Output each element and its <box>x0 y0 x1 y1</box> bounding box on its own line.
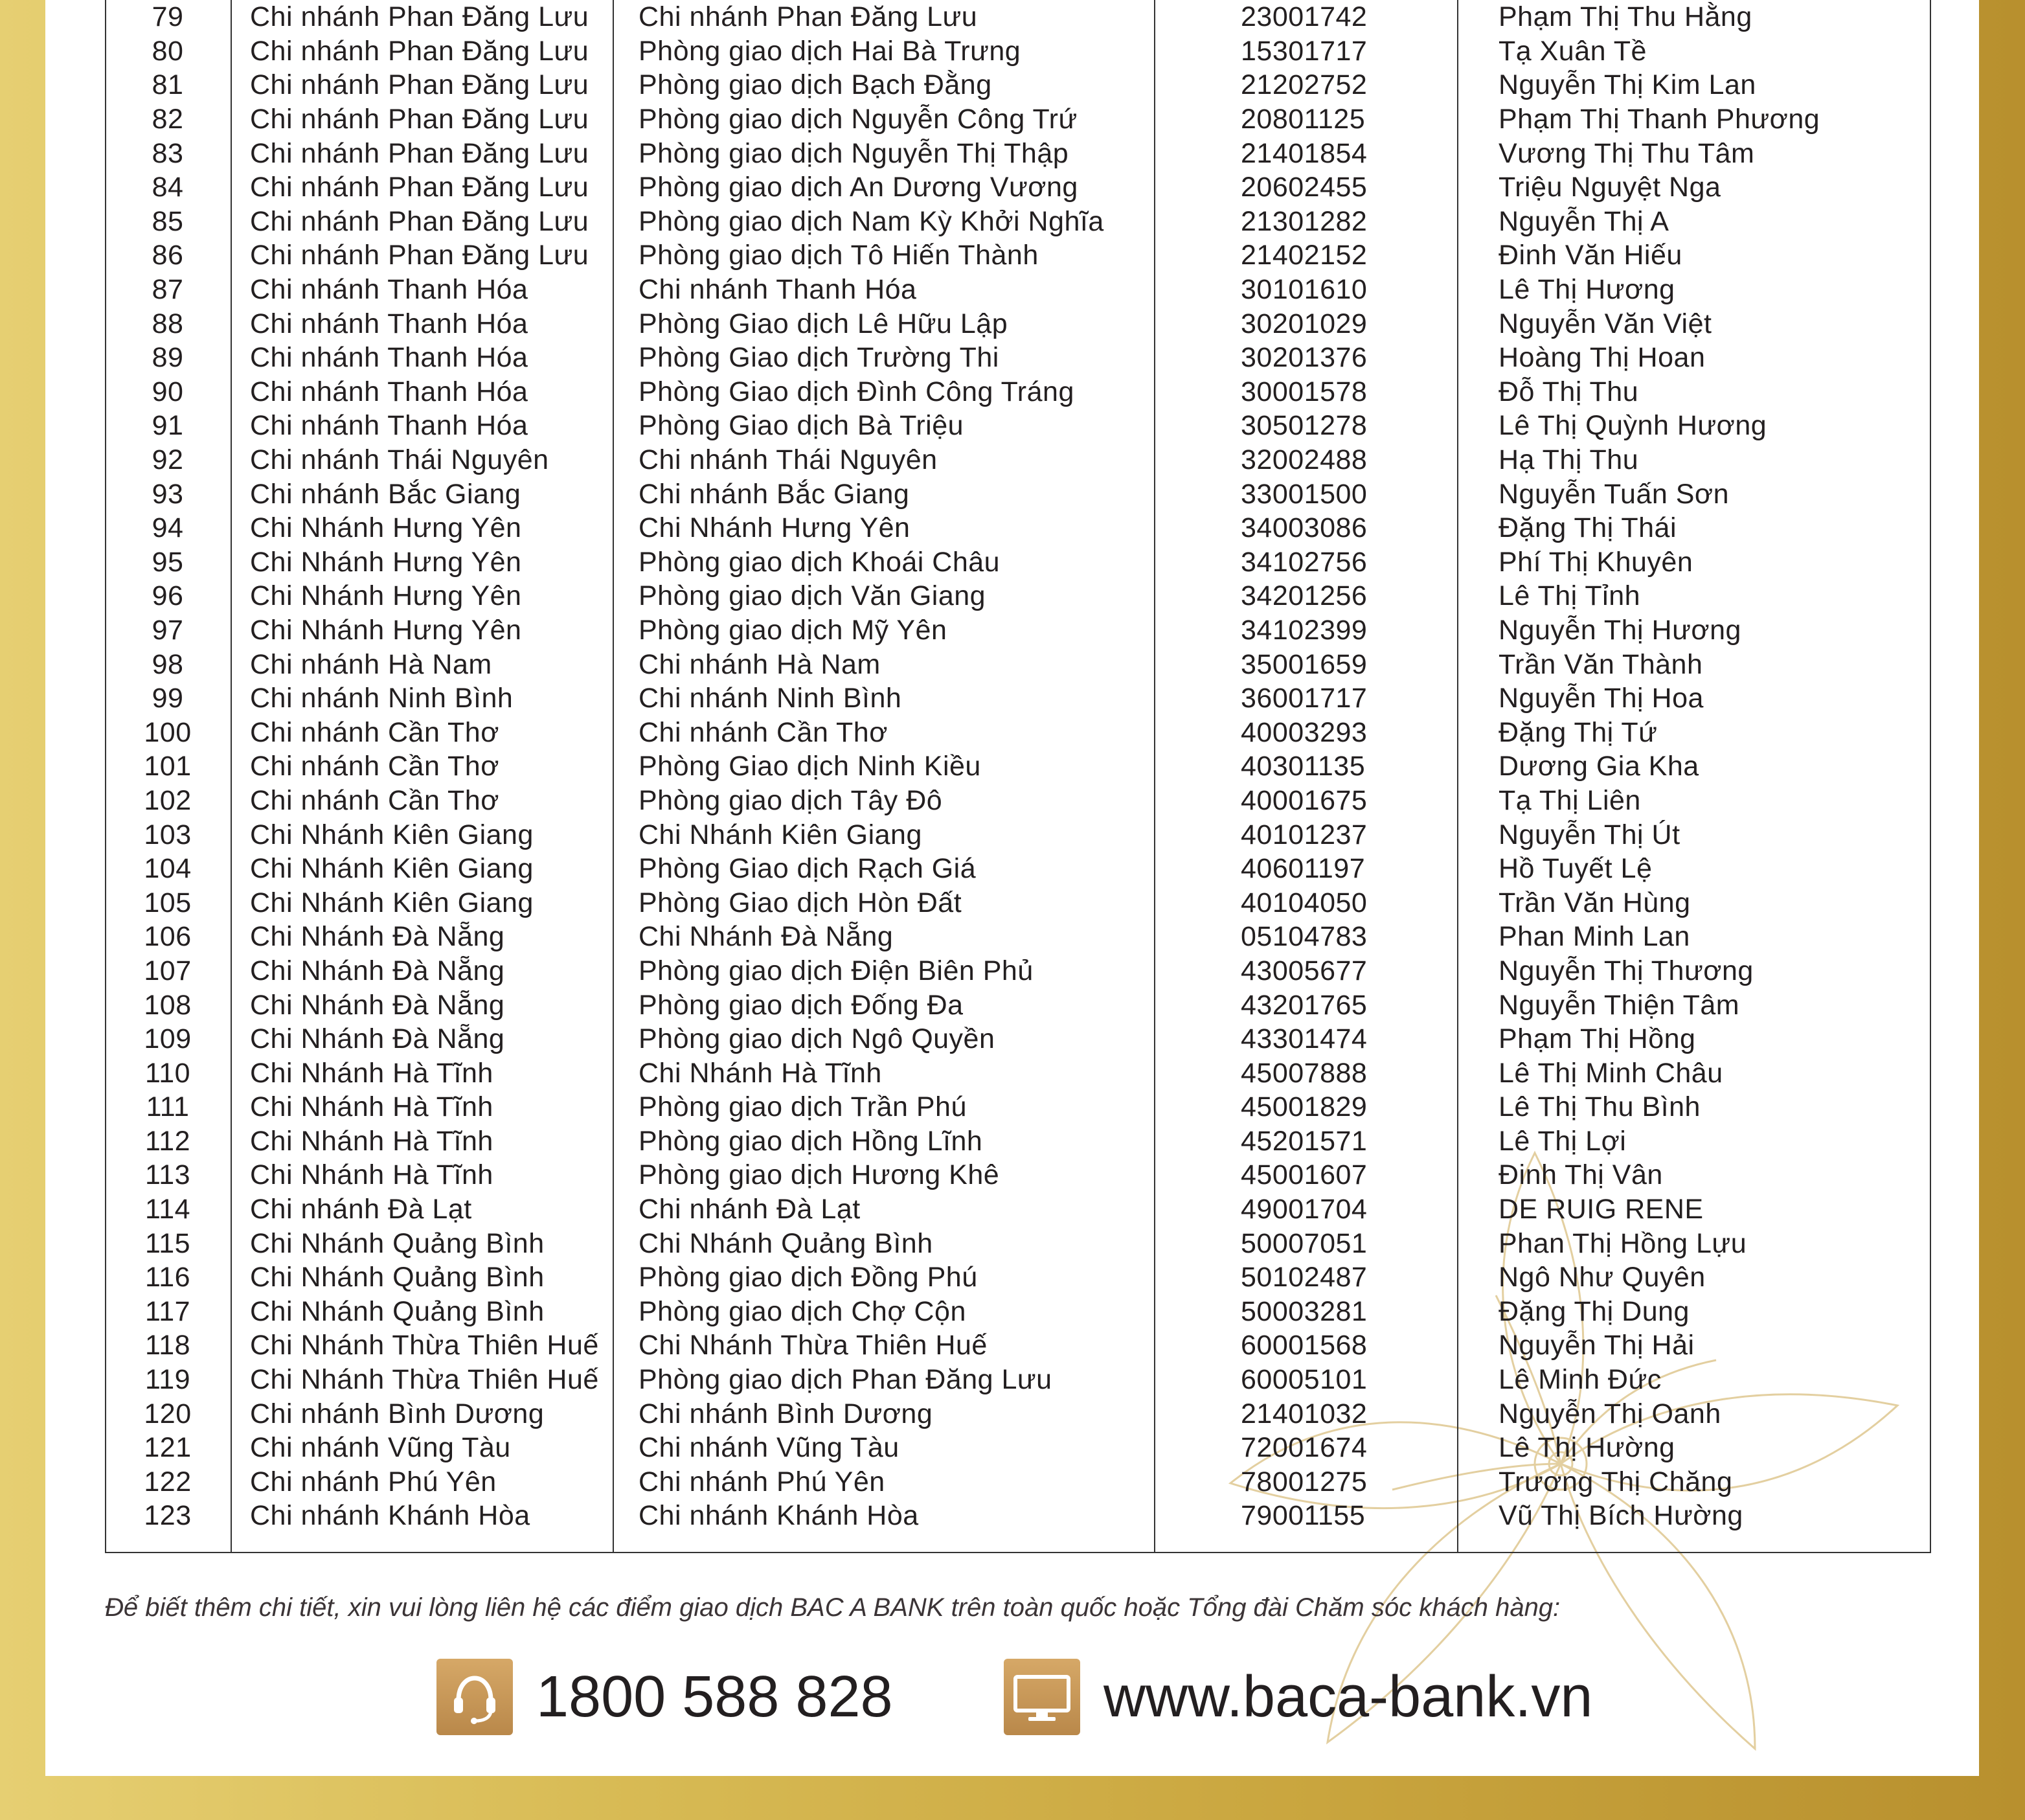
branch-name: Chi Nhánh Đà Nẵng <box>250 1023 505 1055</box>
branch-name: Chi Nhánh Hà Tĩnh <box>250 1125 493 1157</box>
office-name: Chi Nhánh Đà Nẵng <box>639 921 894 953</box>
office-name: Phòng giao dịch Chợ Cộn <box>639 1295 966 1327</box>
table-row <box>105 1192 1931 1227</box>
branch-name: Chi nhánh Cần Thơ <box>250 751 499 782</box>
contact-person: Ngô Như Quyên <box>1499 1262 1706 1293</box>
office-code: 30001578 <box>1241 376 1368 407</box>
contact-person: Lê Thị Hương <box>1499 274 1675 306</box>
contact-person: Nguyễn Thị A <box>1499 205 1669 237</box>
branch-name: Chi nhánh Phan Đăng Lưu <box>250 1 589 33</box>
office-name: Chi Nhánh Kiên Giang <box>639 819 922 850</box>
contact-person: Nguyễn Thị Kim Lan <box>1499 69 1756 101</box>
branch-name: Chi Nhánh Quảng Bình <box>250 1295 545 1327</box>
row-number: 123 <box>144 1500 192 1532</box>
row-number: 113 <box>144 1159 191 1191</box>
office-name: Chi nhánh Phan Đăng Lưu <box>639 1 978 33</box>
branch-name: Chi Nhánh Đà Nẵng <box>250 955 505 986</box>
contact-person: Tạ Thị Liên <box>1499 784 1641 816</box>
contact-person: Lê Thị Lợi <box>1499 1125 1627 1157</box>
office-name: Chi nhánh Thanh Hóa <box>639 274 917 306</box>
office-name: Phòng Giao dịch Lê Hữu Lập <box>639 308 1008 339</box>
row-number: 112 <box>144 1125 191 1157</box>
row-number: 104 <box>144 853 192 885</box>
office-name: Chi nhánh Phú Yên <box>639 1466 885 1497</box>
office-code: 30501278 <box>1241 410 1368 442</box>
row-number: 85 <box>152 205 184 237</box>
office-code: 40001675 <box>1241 784 1368 816</box>
office-name: Phòng Giao dịch Rạch Giá <box>639 853 977 885</box>
office-code: 40104050 <box>1241 887 1368 918</box>
contact-note: Để biết thêm chi tiết, xin vui lòng liên hệ các điểm giao dịch BAC A BANK trên toàn quốc hoặc Tổng đài Chăm sóc khách hàng: <box>105 1593 1561 1622</box>
table-row <box>105 136 1931 170</box>
branch-name: Chi Nhánh Hà Tĩnh <box>250 1159 493 1191</box>
table-row <box>105 1260 1931 1295</box>
table-row <box>105 715 1931 749</box>
row-number: 109 <box>144 1023 192 1055</box>
table-row <box>105 1328 1931 1363</box>
table-row <box>105 920 1931 954</box>
table-row <box>105 238 1931 273</box>
office-code: 21402152 <box>1241 240 1368 271</box>
office-name: Chi Nhánh Quảng Bình <box>639 1227 933 1259</box>
row-number: 122 <box>144 1466 192 1497</box>
branch-name: Chi Nhánh Thừa Thiên Huế <box>250 1364 599 1396</box>
contact-person: Nguyễn Thị Thương <box>1499 955 1754 986</box>
table-row <box>105 68 1931 102</box>
monitor-icon <box>1004 1659 1080 1735</box>
table-row <box>105 1431 1931 1465</box>
office-name: Chi nhánh Bắc Giang <box>639 478 910 510</box>
contact-person: Nguyễn Thị Hương <box>1499 614 1741 646</box>
office-code: 33001500 <box>1241 478 1368 510</box>
table-row <box>105 170 1931 205</box>
row-number: 119 <box>144 1364 191 1396</box>
office-name: Phòng Giao dịch Bà Triệu <box>639 410 964 442</box>
table-row <box>105 477 1931 511</box>
contact-person: Hạ Thị Thu <box>1499 444 1639 476</box>
contact-person: Nguyễn Thiện Tâm <box>1499 989 1740 1021</box>
contact-person: Nguyễn Văn Việt <box>1499 308 1712 339</box>
headset-icon <box>436 1659 513 1735</box>
row-number: 81 <box>152 69 184 101</box>
contact-person: Tạ Xuân Tề <box>1499 35 1647 67</box>
office-code: 43005677 <box>1241 955 1368 986</box>
branch-name: Chi nhánh Phan Đăng Lưu <box>250 69 589 101</box>
branch-name: Chi Nhánh Hưng Yên <box>250 546 522 578</box>
office-code: 79001155 <box>1241 1500 1366 1532</box>
office-name: Phòng giao dịch Hồng Lĩnh <box>639 1125 983 1157</box>
row-number: 117 <box>144 1295 191 1327</box>
row-number: 120 <box>144 1398 192 1429</box>
branch-name: Chi nhánh Hà Nam <box>250 648 492 680</box>
office-code: 15301717 <box>1241 35 1368 67</box>
row-number: 96 <box>152 580 184 612</box>
table-row <box>105 545 1931 580</box>
row-number: 110 <box>144 1057 191 1089</box>
office-name: Phòng giao dịch Hai Bà Trưng <box>639 35 1021 67</box>
branch-name: Chi nhánh Phú Yên <box>250 1466 497 1497</box>
contact-person: Đặng Thị Thái <box>1499 512 1677 544</box>
office-code: 21202752 <box>1241 69 1368 101</box>
branch-name: Chi nhánh Khánh Hòa <box>250 1500 530 1532</box>
office-name: Phòng giao dịch Văn Giang <box>639 580 986 612</box>
contact-person: Đỗ Thị Thu <box>1499 376 1639 407</box>
contact-person: Phạm Thị Thanh Phương <box>1499 104 1820 135</box>
table-row <box>105 1465 1931 1499</box>
office-name: Phòng Giao dịch Ninh Kiều <box>639 751 981 782</box>
hotline-number[interactable]: 1800 588 828 <box>536 1664 893 1729</box>
office-code: 30201029 <box>1241 308 1368 339</box>
table-row <box>105 988 1931 1022</box>
row-number: 111 <box>146 1091 190 1123</box>
office-code: 40301135 <box>1241 751 1366 782</box>
office-name: Phòng Giao dịch Trường Thi <box>639 342 999 374</box>
contact-person: Lê Minh Đức <box>1499 1364 1662 1396</box>
branch-name: Chi Nhánh Kiên Giang <box>250 887 534 918</box>
row-number: 90 <box>152 376 184 407</box>
office-code: 40101237 <box>1241 819 1368 850</box>
table-row <box>105 1396 1931 1431</box>
office-name: Phòng Giao dịch Đình Công Tráng <box>639 376 1074 407</box>
table-row <box>105 1056 1931 1090</box>
contact-person: Trần Văn Thành <box>1499 648 1703 680</box>
branch-name: Chi Nhánh Quảng Bình <box>250 1262 545 1293</box>
table-body <box>105 0 1931 1533</box>
office-name: Phòng giao dịch Tây Đô <box>639 784 943 816</box>
branch-name: Chi nhánh Phan Đăng Lưu <box>250 172 589 203</box>
branch-name: Chi Nhánh Hưng Yên <box>250 512 522 544</box>
table-row <box>105 1090 1931 1124</box>
website-url[interactable]: www.baca-bank.vn <box>1103 1664 1593 1729</box>
table-row <box>105 102 1931 137</box>
row-number: 114 <box>144 1194 191 1225</box>
contact-person: Nguyễn Thị Hải <box>1499 1330 1695 1361</box>
office-code: 50003281 <box>1241 1295 1368 1327</box>
branch-name: Chi nhánh Vũng Tàu <box>250 1432 511 1464</box>
office-name: Phòng giao dịch Tô Hiến Thành <box>639 240 1039 271</box>
office-code: 32002488 <box>1241 444 1368 476</box>
office-code: 60001568 <box>1241 1330 1368 1361</box>
table-row <box>105 647 1931 681</box>
contact-person: Trần Văn Hùng <box>1499 887 1691 918</box>
office-name: Phòng giao dịch Khoái Châu <box>639 546 1001 578</box>
contact-person: Hồ Tuyết Lệ <box>1499 853 1653 885</box>
row-number: 105 <box>144 887 192 918</box>
table-row <box>105 579 1931 613</box>
office-code: 34003086 <box>1241 512 1368 544</box>
row-number: 108 <box>144 989 192 1021</box>
branch-name: Chi nhánh Cần Thơ <box>250 716 499 748</box>
row-number: 102 <box>144 784 192 816</box>
office-code: 45007888 <box>1241 1057 1368 1089</box>
contact-person: Lê Thị Tỉnh <box>1499 580 1641 612</box>
row-number: 84 <box>152 172 184 203</box>
branch-name: Chi nhánh Thanh Hóa <box>250 410 528 442</box>
office-code: 45001607 <box>1241 1159 1368 1191</box>
row-number: 107 <box>144 955 192 986</box>
contact-person: Lê Thị Minh Châu <box>1499 1057 1723 1089</box>
row-number: 83 <box>152 137 184 169</box>
office-code: 45201571 <box>1241 1125 1368 1157</box>
branch-name: Chi nhánh Thanh Hóa <box>250 376 528 407</box>
branch-name: Chi Nhánh Hưng Yên <box>250 580 522 612</box>
office-name: Chi Nhánh Thừa Thiên Huế <box>639 1330 988 1361</box>
branch-name: Chi nhánh Cần Thơ <box>250 784 499 816</box>
table-row <box>105 1499 1931 1533</box>
contact-person: Đặng Thị Tứ <box>1499 716 1658 748</box>
branch-name: Chi nhánh Phan Đăng Lưu <box>250 104 589 135</box>
row-number: 98 <box>152 648 184 680</box>
table-row <box>105 1022 1931 1056</box>
table-row <box>105 749 1931 784</box>
row-number: 99 <box>152 683 184 714</box>
branch-table-frame <box>105 0 1931 1553</box>
office-name: Phòng giao dịch Trần Phú <box>639 1091 967 1123</box>
contact-person: Trương Thị Chăng <box>1499 1466 1733 1497</box>
contact-person: Đặng Thị Dung <box>1499 1295 1690 1327</box>
branch-name: Chi nhánh Phan Đăng Lưu <box>250 240 589 271</box>
row-number: 88 <box>152 308 184 339</box>
office-code: 50102487 <box>1241 1262 1368 1293</box>
office-name: Chi nhánh Ninh Bình <box>639 683 902 714</box>
office-code: 50007051 <box>1241 1227 1368 1259</box>
row-number: 116 <box>144 1262 191 1293</box>
office-code: 21401032 <box>1241 1398 1368 1429</box>
contact-person: Lê Thị Hường <box>1499 1432 1675 1464</box>
branch-name: Chi nhánh Bắc Giang <box>250 478 521 510</box>
table-row <box>105 885 1931 920</box>
office-name: Phòng giao dịch Đồng Phú <box>639 1262 978 1293</box>
office-code: 40003293 <box>1241 716 1368 748</box>
branch-table <box>105 0 1931 1533</box>
contact-person: Phan Thị Hồng Lựu <box>1499 1227 1747 1259</box>
row-number: 79 <box>152 1 184 33</box>
contact-person: Phạm Thị Hồng <box>1499 1023 1696 1055</box>
row-number: 87 <box>152 274 184 306</box>
branch-name: Chi Nhánh Đà Nẵng <box>250 989 505 1021</box>
office-name: Chi nhánh Đà Lạt <box>639 1194 861 1225</box>
table-row <box>105 409 1931 443</box>
table-row <box>105 511 1931 545</box>
contact-person: Lê Thị Thu Bình <box>1499 1091 1701 1123</box>
office-name: Chi Nhánh Hưng Yên <box>639 512 911 544</box>
contact-person: Nguyễn Thị Út <box>1499 819 1680 850</box>
branch-name: Chi Nhánh Hà Tĩnh <box>250 1091 493 1123</box>
office-code: 34201256 <box>1241 580 1368 612</box>
contact-person: Lê Thị Quỳnh Hương <box>1499 410 1767 442</box>
contact-person: Vương Thị Thu Tâm <box>1499 137 1755 169</box>
contact-person: DE RUIG RENE <box>1499 1194 1704 1225</box>
office-name: Chi nhánh Hà Nam <box>639 648 881 680</box>
branch-name: Chi nhánh Thanh Hóa <box>250 274 528 306</box>
contact-person: Dương Gia Kha <box>1499 751 1699 782</box>
branch-name: Chi nhánh Ninh Bình <box>250 683 514 714</box>
row-number: 103 <box>144 819 192 850</box>
office-code: 36001717 <box>1241 683 1368 714</box>
branch-name: Chi nhánh Phan Đăng Lưu <box>250 35 589 67</box>
row-number: 92 <box>152 444 184 476</box>
table-row <box>105 0 1931 34</box>
hotline[interactable] <box>436 1658 893 1736</box>
office-code: 21401854 <box>1241 137 1368 169</box>
table-row <box>105 341 1931 375</box>
contact-person: Triệu Nguyệt Nga <box>1499 172 1721 203</box>
office-name: Chi Nhánh Hà Tĩnh <box>639 1057 882 1089</box>
contact-person: Phan Minh Lan <box>1499 921 1690 953</box>
table-row <box>105 1158 1931 1192</box>
contact-person: Hoàng Thị Hoan <box>1499 342 1706 374</box>
table-border-bottom <box>105 1552 1931 1553</box>
office-name: Phòng Giao dịch Hòn Đất <box>639 887 962 918</box>
table-row <box>105 1124 1931 1159</box>
row-number: 97 <box>152 614 184 646</box>
table-row <box>105 681 1931 716</box>
office-name: Phòng giao dịch Hương Khê <box>639 1159 1000 1191</box>
contact-person: Phạm Thị Thu Hằng <box>1499 1 1752 33</box>
office-code: 34102399 <box>1241 614 1368 646</box>
branch-name: Chi nhánh Phan Đăng Lưu <box>250 137 589 169</box>
office-code: 45001829 <box>1241 1091 1368 1123</box>
office-name: Phòng giao dịch Điện Biên Phủ <box>639 955 1034 986</box>
row-number: 100 <box>144 716 192 748</box>
office-name: Chi nhánh Vũng Tàu <box>639 1432 899 1464</box>
office-name: Phòng giao dịch Bạch Đằng <box>639 69 992 101</box>
office-code: 30201376 <box>1241 342 1368 374</box>
row-number: 86 <box>152 240 184 271</box>
row-number: 93 <box>152 478 184 510</box>
branch-name: Chi Nhánh Đà Nẵng <box>250 921 505 953</box>
office-code: 49001704 <box>1241 1194 1368 1225</box>
office-name: Phòng giao dịch Phan Đăng Lưu <box>639 1364 1052 1396</box>
table-row <box>105 443 1931 477</box>
office-code: 21301282 <box>1241 205 1368 237</box>
office-name: Phòng giao dịch An Dương Vương <box>639 172 1078 203</box>
branch-name: Chi nhánh Thái Nguyên <box>250 444 549 476</box>
table-row <box>105 205 1931 239</box>
contact-person: Nguyễn Thị Oanh <box>1499 1398 1721 1429</box>
row-number: 94 <box>152 512 184 544</box>
office-code: 43201765 <box>1241 989 1368 1021</box>
office-name: Phòng giao dịch Nguyễn Công Trứ <box>639 104 1078 135</box>
row-number: 115 <box>144 1227 191 1259</box>
office-code: 23001742 <box>1241 1 1368 33</box>
office-name: Phòng giao dịch Ngô Quyền <box>639 1023 995 1055</box>
row-number: 82 <box>152 104 184 135</box>
table-row <box>105 613 1931 648</box>
row-number: 121 <box>144 1432 192 1464</box>
row-number: 91 <box>152 410 184 442</box>
office-name: Chi nhánh Cần Thơ <box>639 716 888 748</box>
office-code: 34102756 <box>1241 546 1368 578</box>
contact-person: Đinh Văn Hiếu <box>1499 240 1682 271</box>
contact-person: Vũ Thị Bích Hường <box>1499 1500 1743 1532</box>
office-name: Phòng giao dịch Đống Đa <box>639 989 964 1021</box>
table-row <box>105 817 1931 852</box>
branch-name: Chi Nhánh Hưng Yên <box>250 614 522 646</box>
website[interactable] <box>1004 1658 1592 1736</box>
branch-name: Chi Nhánh Kiên Giang <box>250 819 534 850</box>
row-number: 118 <box>144 1330 191 1361</box>
office-code: 72001674 <box>1241 1432 1368 1464</box>
table-row <box>105 1295 1931 1329</box>
branch-name: Chi Nhánh Kiên Giang <box>250 853 534 885</box>
table-row <box>105 306 1931 341</box>
row-number: 101 <box>144 751 192 782</box>
branch-name: Chi Nhánh Quảng Bình <box>250 1227 545 1259</box>
office-name: Chi nhánh Thái Nguyên <box>639 444 938 476</box>
contact-person: Nguyễn Thị Hoa <box>1499 683 1704 714</box>
office-code: 43301474 <box>1241 1023 1368 1055</box>
office-name: Phòng giao dịch Nam Kỳ Khởi Nghĩa <box>639 205 1104 237</box>
office-code: 30101610 <box>1241 274 1368 306</box>
row-number: 106 <box>144 921 192 953</box>
branch-name: Chi nhánh Phan Đăng Lưu <box>250 205 589 237</box>
table-row <box>105 34 1931 69</box>
office-code: 20801125 <box>1241 104 1366 135</box>
contact-person: Đinh Thị Vân <box>1499 1159 1663 1191</box>
office-code: 60005101 <box>1241 1364 1368 1396</box>
office-name: Phòng giao dịch Mỹ Yên <box>639 614 947 646</box>
branch-name: Chi nhánh Đà Lạt <box>250 1194 472 1225</box>
office-name: Phòng giao dịch Nguyễn Thị Thập <box>639 137 1069 169</box>
office-code: 20602455 <box>1241 172 1368 203</box>
row-number: 89 <box>152 342 184 374</box>
table-row <box>105 784 1931 818</box>
branch-name: Chi Nhánh Thừa Thiên Huế <box>250 1330 599 1361</box>
branch-name: Chi nhánh Thanh Hóa <box>250 308 528 339</box>
office-code: 35001659 <box>1241 648 1368 680</box>
table-row <box>105 273 1931 307</box>
office-code: 78001275 <box>1241 1466 1368 1497</box>
table-row <box>105 1363 1931 1397</box>
branch-name: Chi nhánh Bình Dương <box>250 1398 545 1429</box>
contact-person: Phí Thị Khuyên <box>1499 546 1693 578</box>
office-code: 05104783 <box>1241 921 1368 953</box>
row-number: 80 <box>152 35 184 67</box>
office-name: Chi nhánh Bình Dương <box>639 1398 933 1429</box>
table-row <box>105 954 1931 988</box>
table-row <box>105 375 1931 409</box>
content-panel <box>45 0 1979 1776</box>
office-code: 40601197 <box>1241 853 1366 885</box>
table-row <box>105 852 1931 886</box>
row-number: 95 <box>152 546 184 578</box>
branch-name: Chi nhánh Thanh Hóa <box>250 342 528 374</box>
contact-person: Nguyễn Tuấn Sơn <box>1499 478 1730 510</box>
branch-name: Chi Nhánh Hà Tĩnh <box>250 1057 493 1089</box>
table-row <box>105 1226 1931 1260</box>
office-name: Chi nhánh Khánh Hòa <box>639 1500 919 1532</box>
